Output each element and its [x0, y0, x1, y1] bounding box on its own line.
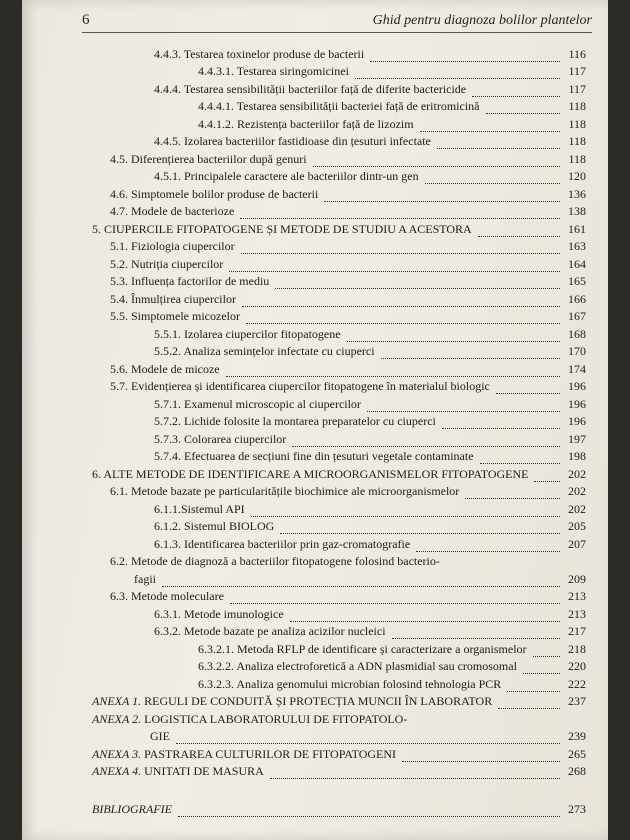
dot-leader [229, 262, 560, 272]
toc-entry-title: LOGISTICA LABORATORULUI DE FITOPATOLO- [144, 711, 408, 726]
toc-entry [92, 799, 586, 817]
toc-page-number: 136 [568, 186, 586, 201]
toc-entry-title: 6.1.2. Sistemul BIOLOG [154, 519, 275, 533]
page-header [82, 12, 592, 33]
toc-entry-text [198, 64, 351, 79]
toc-entry-prefix: ANEXA 4. [92, 764, 142, 778]
dot-leader [507, 682, 560, 692]
toc-entry-title: 6.2. Metode de diagnoză a bacteriilor fitopatogene folosind bacterio- [110, 554, 440, 568]
toc-entry [92, 499, 586, 517]
toc-entry [92, 517, 586, 535]
dot-leader [425, 174, 560, 184]
toc-entry-text [154, 519, 276, 534]
toc-page-number: 198 [568, 449, 586, 463]
toc-entry-text [92, 764, 266, 779]
dot-leader [416, 542, 560, 552]
toc-entry [92, 272, 586, 290]
toc-entry-text [110, 484, 461, 499]
toc-page-number: 120 [568, 169, 586, 183]
toc-entry-prefix: ANEXA 3. [92, 746, 142, 761]
dot-leader [292, 437, 560, 447]
toc-entry-text [110, 309, 242, 324]
toc-entry [92, 604, 586, 622]
toc-page-number: 161 [568, 221, 586, 236]
toc-entry-text [110, 554, 442, 569]
toc-entry-text [154, 414, 438, 429]
toc-entry-prefix: ANEXA 1. [92, 694, 142, 708]
toc-entry [92, 412, 586, 430]
dot-leader [480, 454, 560, 464]
toc-entry [92, 709, 586, 727]
toc-entry [92, 552, 586, 570]
toc-entry-title: REGULI DE CONDUITĂ ȘI PROTECȚIA MUNCII ÎN LABORATOR [144, 694, 493, 708]
toc-entry-title: 5.6. Modele de micoze [110, 361, 220, 376]
toc-page-number: 202 [568, 484, 586, 498]
toc-entry-text [92, 747, 398, 762]
book-page [22, 0, 608, 840]
toc-page-number: 202 [568, 466, 586, 481]
toc-entry-text [198, 117, 416, 132]
toc-entry-text [154, 344, 377, 359]
toc-entry-title: 6. ALTE METODE DE IDENTIFICARE A MICROORGANISMELOR FITOPATOGENE [92, 466, 529, 481]
toc-entry-text [92, 222, 474, 237]
toc-entry-text [154, 134, 433, 149]
dot-leader [498, 699, 560, 709]
toc-entry-title: 4.4.4. Testarea sensibilității bacteriilor față de diferite bactericide [154, 81, 467, 96]
toc-page-number: 220 [568, 659, 586, 673]
toc-entry [92, 202, 586, 220]
toc-entry-text [154, 397, 363, 412]
toc-entry-text [110, 379, 492, 394]
toc-entry-text [92, 802, 174, 817]
toc-page-number: 164 [568, 256, 586, 271]
dot-leader [347, 332, 560, 342]
toc-page-number: 117 [568, 64, 586, 78]
toc-page-number: 166 [568, 291, 586, 306]
toc-entry [92, 377, 586, 395]
toc-entry [92, 324, 586, 342]
dot-leader [176, 734, 560, 744]
dot-leader [392, 629, 560, 639]
toc-entry-prefix: ANEXA 2. [92, 711, 142, 726]
toc-entry-title: 5. CIUPERCILE FITOPATOGENE ȘI METODE DE STUDIU A ACESTORA [92, 221, 472, 236]
toc-page-number: 118 [568, 134, 586, 148]
toc-entry [92, 464, 586, 482]
toc-entry [92, 254, 586, 272]
toc-page-number: 196 [568, 414, 586, 428]
dot-leader [355, 69, 560, 79]
toc-entry [92, 692, 586, 710]
table-of-contents [92, 44, 586, 817]
toc-entry-title: 5.7.4. Efectuarea de secțiuni fine din țesuturi vegetale contaminate [154, 449, 474, 463]
dot-leader [534, 472, 560, 482]
dot-leader [533, 647, 560, 657]
dot-leader [240, 209, 560, 219]
dot-leader [226, 367, 560, 377]
dot-leader [478, 227, 560, 237]
toc-entry [92, 219, 586, 237]
dot-leader [230, 594, 560, 604]
toc-entry [92, 44, 586, 62]
toc-entry-title: 6.3.2.1. Metoda RFLP de identificare și caracterizare a organismelor [198, 641, 527, 656]
toc-entry [92, 149, 586, 167]
toc-entry [92, 674, 586, 692]
toc-entry-text [154, 502, 247, 517]
toc-entry-title: PASTRAREA CULTURILOR DE FITOPATOGENI [144, 746, 397, 761]
toc-entry-text [110, 152, 309, 167]
toc-entry-text [154, 537, 412, 552]
toc-entry-text [110, 274, 271, 289]
toc-page-number: 170 [568, 344, 586, 358]
toc-entry-text [154, 169, 421, 184]
toc-page-number: 168 [568, 326, 586, 341]
dot-leader [270, 769, 560, 779]
toc-entry-title: 6.3.1. Metode imunologice [154, 606, 284, 621]
toc-entry-text [110, 204, 236, 219]
dot-leader [313, 157, 560, 167]
toc-entry-text [154, 607, 286, 622]
toc-entry [92, 132, 586, 150]
toc-page-number: 217 [568, 624, 586, 638]
dot-leader [420, 122, 560, 132]
toc-page-number: 117 [568, 81, 586, 96]
toc-entry-title: 4.4.3.1. Testarea siringomicinei [198, 64, 349, 78]
toc-page-number: 197 [568, 431, 586, 446]
toc-entry [92, 429, 586, 447]
dot-leader [370, 52, 560, 62]
toc-entry [92, 657, 586, 675]
toc-entry-text [198, 677, 503, 692]
toc-entry-text [154, 47, 366, 62]
dot-leader [178, 807, 560, 817]
toc-entry-text [154, 624, 388, 639]
dot-leader [402, 752, 560, 762]
toc-entry-title: 4.6. Simptomele bolilor produse de bacterii [110, 186, 319, 201]
toc-entry-title: 4.5. Diferențierea bacteriilor după genuri [110, 151, 307, 166]
toc-entry-title: 6.1.3. Identificarea bacteriilor prin gaz-cromatografie [154, 536, 411, 551]
toc-entry-prefix: BIBLIOGRAFIE [92, 801, 172, 816]
toc-entry-text [110, 239, 237, 254]
dot-leader [162, 577, 560, 587]
toc-entry [92, 167, 586, 185]
toc-page-number: 118 [568, 99, 586, 113]
dot-leader [275, 279, 560, 289]
toc-entry-text [110, 292, 238, 307]
toc-page-number: 167 [568, 309, 586, 323]
toc-entry-title: 5.1. Fiziologia ciupercilor [110, 239, 235, 253]
toc-entry [92, 342, 586, 360]
dot-leader [251, 507, 560, 517]
toc-entry-text [154, 449, 476, 464]
toc-entry-title: 5.5. Simptomele micozelor [110, 309, 240, 323]
toc-entry [92, 97, 586, 115]
toc-entry-title: 6.3. Metode moleculare [110, 589, 224, 603]
toc-entry-text [198, 659, 519, 674]
toc-entry [92, 622, 586, 640]
dot-leader [472, 87, 560, 97]
toc-page-number: 118 [568, 151, 586, 166]
toc-entry-title: 5.7.1. Examenul microscopic al ciupercilor [154, 396, 361, 411]
toc-entry [92, 744, 586, 762]
toc-entry [92, 237, 586, 255]
toc-entry-title: 4.5.1. Principalele caractere ale bacteriilor dintr-un gen [154, 169, 419, 183]
dot-leader [486, 104, 561, 114]
toc-entry-continuation-text: fagii [134, 571, 156, 586]
toc-page-number: 237 [568, 694, 586, 708]
toc-entry [92, 447, 586, 465]
toc-page-number: 268 [568, 764, 586, 778]
toc-entry [92, 184, 586, 202]
toc-entry-title: 6.3.2.2. Analiza electroforetică a ADN plasmidial sau cromosomal [198, 659, 517, 673]
toc-entry [92, 79, 586, 97]
toc-entry-text [110, 187, 320, 202]
toc-entry [92, 394, 586, 412]
dot-leader [442, 419, 560, 429]
dot-leader [242, 297, 560, 307]
dot-leader [290, 612, 560, 622]
toc-entry-title: 4.4.5. Izolarea bacteriilor fastidioase din țesuturi infectate [154, 134, 431, 148]
toc-page-number: 205 [568, 519, 586, 533]
toc-page-number: 118 [568, 116, 586, 131]
toc-page-number: 116 [568, 46, 586, 61]
dot-leader [246, 314, 560, 324]
toc-entry-title: 5.4. Înmulțirea ciupercilor [110, 291, 236, 306]
dot-leader [280, 524, 560, 534]
dot-leader [381, 349, 560, 359]
toc-entry [92, 114, 586, 132]
dot-leader [496, 384, 560, 394]
toc-entry-text [198, 642, 529, 657]
toc-entry [92, 587, 586, 605]
toc-page-number: 174 [568, 361, 586, 376]
toc-page-number: 196 [568, 396, 586, 411]
toc-entry-title: 5.3. Influența factorilor de mediu [110, 274, 270, 288]
toc-entry-text [110, 589, 226, 604]
toc-page-number: 209 [568, 571, 586, 586]
toc-entry [92, 482, 586, 500]
toc-entry-text [154, 432, 288, 447]
toc-entry-title: 4.7. Modele de bacterioze [110, 204, 235, 218]
dot-leader [367, 402, 560, 412]
toc-page-number: 196 [568, 379, 586, 393]
toc-entry-text [110, 257, 225, 272]
toc-entry-title: 5.5.1. Izolarea ciupercilor fitopatogene [154, 326, 341, 341]
toc-entry-text [198, 99, 482, 114]
toc-page-number: 273 [568, 801, 586, 816]
toc-entry-continuation [92, 727, 586, 745]
toc-entry-title: 4.4.3. Testarea toxinelor produse de bacterii [154, 46, 365, 61]
toc-entry [92, 62, 586, 80]
toc-entry-title: 5.7.3. Colorarea ciupercilor [154, 431, 287, 446]
toc-entry-title: 5.5.2. Analiza semințelor infectate cu ciuperci [154, 344, 375, 358]
dot-leader [523, 664, 560, 674]
toc-entry-title: 6.3.2. Metode bazate pe analiza acizilor nucleici [154, 624, 386, 638]
toc-page-number: 265 [568, 746, 586, 761]
dot-leader [437, 139, 560, 149]
toc-entry-text [110, 362, 222, 377]
running-title: Ghid pentru diagnoza bolilor plantelor [372, 13, 592, 28]
toc-entry-title: 4.4.1.2. Rezistența bacteriilor față de lizozim [198, 116, 414, 131]
toc-entry-text [92, 694, 494, 709]
toc-entry-title: UNITATI DE MASURA [144, 764, 264, 778]
toc-entry-continuation [92, 569, 586, 587]
dot-leader [241, 244, 560, 254]
toc-page-number: 213 [568, 589, 586, 603]
toc-page-number: 222 [568, 676, 586, 691]
toc-entry-title: 5.2. Nutriția ciupercilor [110, 256, 224, 271]
toc-entry [92, 307, 586, 325]
toc-page-number: 163 [568, 239, 586, 253]
toc-page-number: 207 [568, 536, 586, 551]
dot-leader [324, 192, 560, 202]
toc-entry-text [154, 327, 343, 342]
toc-entry [92, 359, 586, 377]
toc-page-number: 165 [568, 274, 586, 288]
toc-entry [92, 639, 586, 657]
toc-entry [92, 762, 586, 780]
page-number: 6 [82, 12, 90, 28]
toc-entry-text [92, 712, 409, 727]
toc-entry [92, 289, 586, 307]
dot-leader [465, 489, 560, 499]
toc-entry-text [92, 467, 530, 482]
toc-page-number: 218 [568, 641, 586, 656]
toc-page-number: 239 [568, 729, 586, 743]
toc-entry-title: 6.3.2.3. Analiza genomului microbian folosind tehnologia PCR [198, 676, 502, 691]
toc-entry-text [154, 82, 468, 97]
toc-entry-title: 5.7. Evidențierea și identificarea ciupercilor fitopatogene în materialul biologic [110, 379, 490, 393]
toc-entry-title: 4.4.4.1. Testarea sensibilității bacteriei față de eritromicină [198, 99, 480, 113]
toc-entry [92, 534, 586, 552]
toc-entry-title: 6.1. Metode bazate pe particularitățile biochimice ale microorganismelor [110, 484, 460, 498]
toc-entry-continuation-text: GIE [150, 729, 170, 743]
toc-page-number: 138 [568, 204, 586, 218]
toc-entry-title: 6.1.1.Sistemul API [154, 501, 245, 516]
toc-page-number: 202 [568, 501, 586, 516]
toc-page-number: 213 [568, 606, 586, 621]
toc-entry-title: 5.7.2. Lichide folosite la montarea preparatelor cu ciuperci [154, 414, 436, 428]
